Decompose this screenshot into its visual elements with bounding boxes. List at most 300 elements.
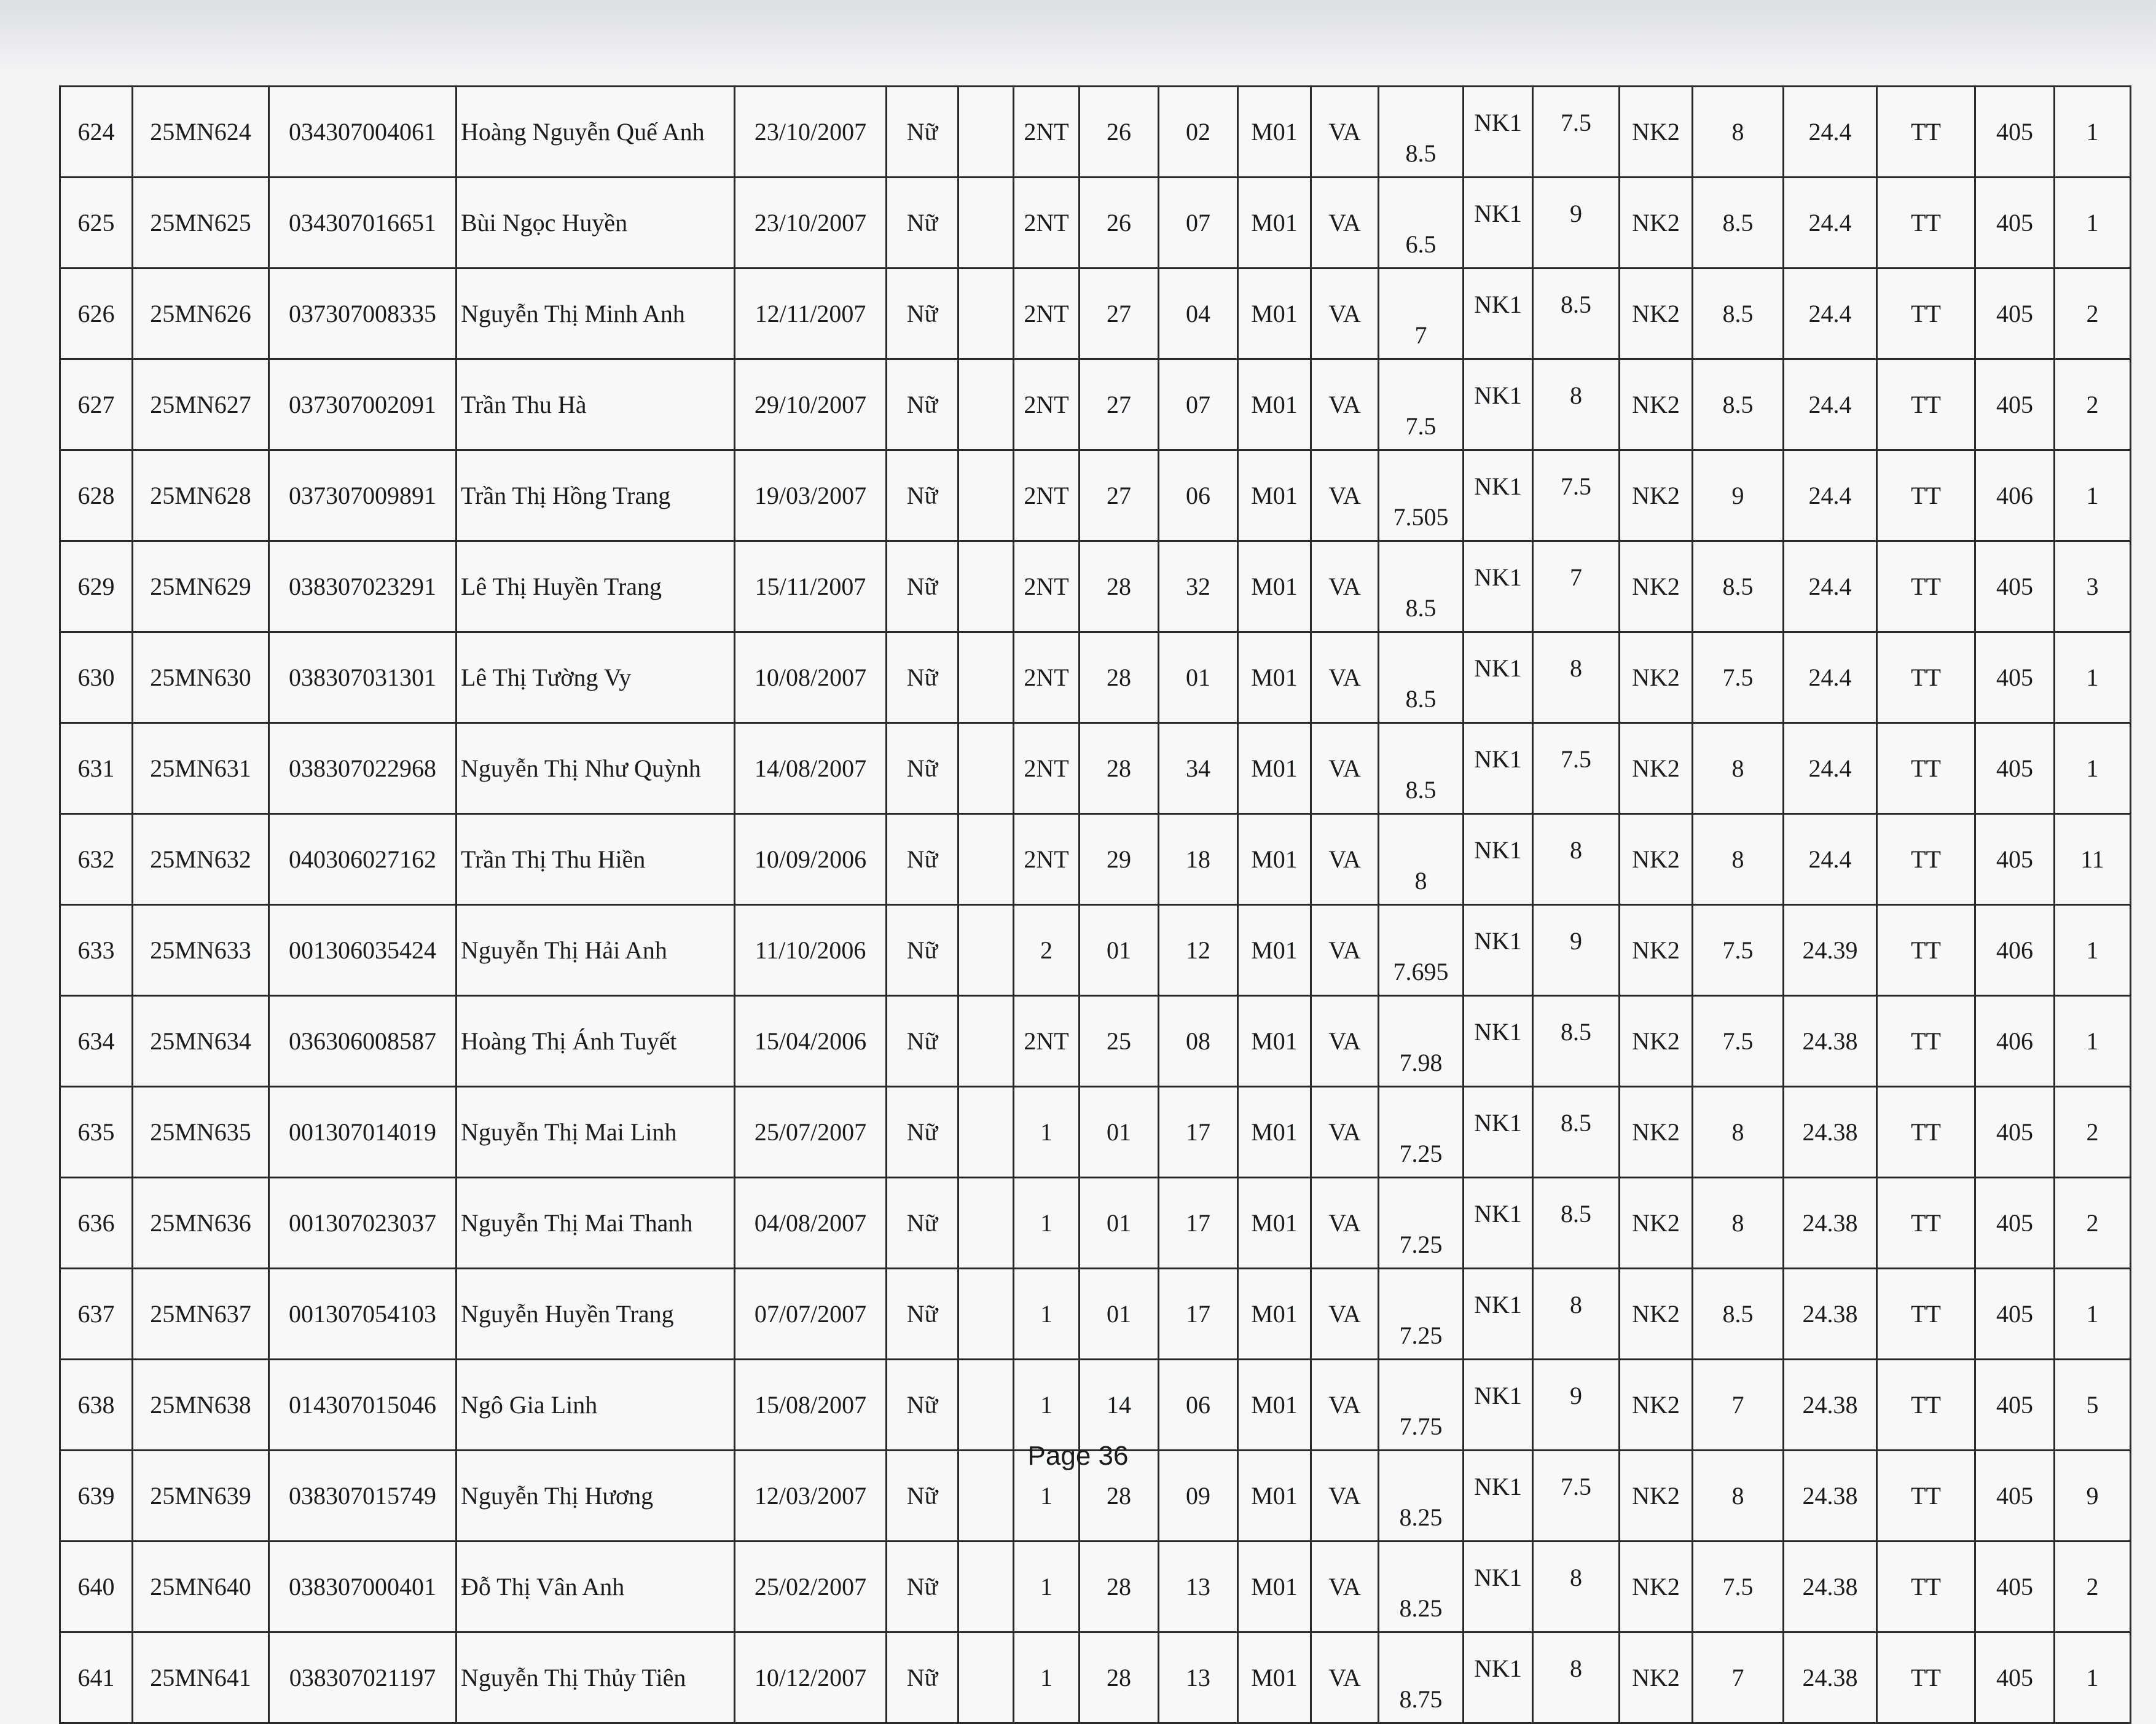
- nk1-score-cell: 8.5: [1533, 268, 1620, 359]
- wish-order-cell: 2: [2055, 268, 2131, 359]
- nk1-score-cell: 9: [1533, 905, 1620, 996]
- major-code-cell: 405: [1975, 1087, 2055, 1178]
- priority-area-cell: 1: [1014, 1632, 1080, 1723]
- total-score-cell: 24.38: [1784, 1632, 1877, 1723]
- blank-cell: [958, 1178, 1014, 1269]
- registration-code-cell: 25MN635: [133, 1087, 269, 1178]
- school-code-cell: 06: [1159, 450, 1238, 541]
- citizen-id-cell: 037307009891: [269, 450, 457, 541]
- blank-cell: [958, 632, 1014, 723]
- birth-date-cell: 14/08/2007: [735, 723, 887, 814]
- table-row: [60, 905, 2131, 996]
- citizen-id-cell: 034307016651: [269, 178, 457, 268]
- nk1-label-cell: NK1: [1464, 1269, 1533, 1360]
- school-code-cell: 32: [1159, 541, 1238, 632]
- major-code-cell: 405: [1975, 178, 2055, 268]
- nk2-score-cell: 8: [1693, 1178, 1784, 1269]
- blank-cell: [958, 1087, 1014, 1178]
- total-score-cell: 24.4: [1784, 632, 1877, 723]
- subject-cell: VA: [1311, 359, 1379, 450]
- wish-order-cell: 11: [2055, 814, 2131, 905]
- subject-cell: VA: [1311, 1178, 1379, 1269]
- citizen-id-cell: 001306035424: [269, 905, 457, 996]
- school-code-cell: 17: [1159, 1269, 1238, 1360]
- registration-code-cell: 25MN637: [133, 1269, 269, 1360]
- registration-code-cell: 25MN629: [133, 541, 269, 632]
- stt-cell: 637: [60, 1269, 133, 1360]
- nk2-score-cell: 7.5: [1693, 632, 1784, 723]
- subject-cell: VA: [1311, 814, 1379, 905]
- subject-cell: VA: [1311, 268, 1379, 359]
- total-score-cell: 24.4: [1784, 359, 1877, 450]
- full-name-cell: Trần Thu Hà: [457, 359, 735, 450]
- nk2-score-cell: 8.5: [1693, 178, 1784, 268]
- blank-cell: [958, 996, 1014, 1087]
- priority-area-cell: 2NT: [1014, 723, 1080, 814]
- subject-score-cell: 7.25: [1379, 1269, 1464, 1360]
- major-code-cell: 405: [1975, 359, 2055, 450]
- subject-cell: VA: [1311, 1542, 1379, 1632]
- major-code-cell: 405: [1975, 1451, 2055, 1542]
- status-cell: TT: [1877, 996, 1975, 1087]
- province-code-cell: 26: [1080, 178, 1159, 268]
- nk1-label-cell: NK1: [1464, 541, 1533, 632]
- wish-order-cell: 1: [2055, 632, 2131, 723]
- subject-cell: VA: [1311, 1451, 1379, 1542]
- school-code-cell: 34: [1159, 723, 1238, 814]
- province-code-cell: 28: [1080, 1542, 1159, 1632]
- combination-code-cell: M01: [1238, 1632, 1311, 1723]
- nk2-score-cell: 8: [1693, 723, 1784, 814]
- gender-cell: Nữ: [887, 1087, 958, 1178]
- status-cell: TT: [1877, 723, 1975, 814]
- gender-cell: Nữ: [887, 268, 958, 359]
- status-cell: TT: [1877, 814, 1975, 905]
- citizen-id-cell: 038307022968: [269, 723, 457, 814]
- subject-cell: VA: [1311, 541, 1379, 632]
- nk2-label-cell: NK2: [1620, 359, 1693, 450]
- major-code-cell: 405: [1975, 723, 2055, 814]
- wish-order-cell: 1: [2055, 1269, 2131, 1360]
- wish-order-cell: 2: [2055, 1542, 2131, 1632]
- stt-cell: 629: [60, 541, 133, 632]
- birth-date-cell: 04/08/2007: [735, 1178, 887, 1269]
- nk2-label-cell: NK2: [1620, 996, 1693, 1087]
- nk1-label-cell: NK1: [1464, 1178, 1533, 1269]
- school-code-cell: 06: [1159, 1360, 1238, 1451]
- status-cell: TT: [1877, 87, 1975, 178]
- registration-code-cell: 25MN639: [133, 1451, 269, 1542]
- full-name-cell: Nguyễn Thị Thủy Tiên: [457, 1632, 735, 1723]
- priority-area-cell: 2NT: [1014, 541, 1080, 632]
- registration-code-cell: 25MN625: [133, 178, 269, 268]
- gender-cell: Nữ: [887, 87, 958, 178]
- school-code-cell: 07: [1159, 178, 1238, 268]
- registration-code-cell: 25MN631: [133, 723, 269, 814]
- table-row: [60, 541, 2131, 632]
- province-code-cell: 29: [1080, 814, 1159, 905]
- blank-cell: [958, 87, 1014, 178]
- nk1-score-cell: 8: [1533, 1632, 1620, 1723]
- citizen-id-cell: 037307008335: [269, 268, 457, 359]
- total-score-cell: 24.38: [1784, 1269, 1877, 1360]
- table-row: [60, 359, 2131, 450]
- nk2-score-cell: 8: [1693, 814, 1784, 905]
- nk1-score-cell: 9: [1533, 1360, 1620, 1451]
- school-code-cell: 01: [1159, 632, 1238, 723]
- nk1-label-cell: NK1: [1464, 1087, 1533, 1178]
- province-code-cell: 28: [1080, 723, 1159, 814]
- total-score-cell: 24.4: [1784, 450, 1877, 541]
- province-code-cell: 01: [1080, 1087, 1159, 1178]
- province-code-cell: 27: [1080, 359, 1159, 450]
- blank-cell: [958, 541, 1014, 632]
- status-cell: TT: [1877, 905, 1975, 996]
- nk2-label-cell: NK2: [1620, 723, 1693, 814]
- status-cell: TT: [1877, 268, 1975, 359]
- subject-score-cell: 8.5: [1379, 87, 1464, 178]
- registration-code-cell: 25MN641: [133, 1632, 269, 1723]
- subject-score-cell: 8.5: [1379, 723, 1464, 814]
- stt-cell: 626: [60, 268, 133, 359]
- full-name-cell: Nguyễn Thị Mai Thanh: [457, 1178, 735, 1269]
- subject-score-cell: 8: [1379, 814, 1464, 905]
- table-row: [60, 632, 2131, 723]
- priority-area-cell: 1: [1014, 1451, 1080, 1542]
- nk2-score-cell: 8.5: [1693, 541, 1784, 632]
- candidate-table: [59, 85, 2131, 1724]
- citizen-id-cell: 034307004061: [269, 87, 457, 178]
- stt-cell: 632: [60, 814, 133, 905]
- major-code-cell: 405: [1975, 1542, 2055, 1632]
- table-row: [60, 1542, 2131, 1632]
- nk1-label-cell: NK1: [1464, 996, 1533, 1087]
- wish-order-cell: 1: [2055, 1632, 2131, 1723]
- full-name-cell: Nguyễn Thị Hải Anh: [457, 905, 735, 996]
- subject-cell: VA: [1311, 450, 1379, 541]
- table-row: [60, 1360, 2131, 1451]
- citizen-id-cell: 001307023037: [269, 1178, 457, 1269]
- nk2-score-cell: 8: [1693, 1451, 1784, 1542]
- school-code-cell: 07: [1159, 359, 1238, 450]
- combination-code-cell: M01: [1238, 87, 1311, 178]
- birth-date-cell: 15/04/2006: [735, 996, 887, 1087]
- full-name-cell: Nguyễn Thị Minh Anh: [457, 268, 735, 359]
- nk2-label-cell: NK2: [1620, 1087, 1693, 1178]
- nk2-label-cell: NK2: [1620, 1269, 1693, 1360]
- province-code-cell: 01: [1080, 1269, 1159, 1360]
- province-code-cell: 28: [1080, 1451, 1159, 1542]
- status-cell: TT: [1877, 1178, 1975, 1269]
- wish-order-cell: 1: [2055, 723, 2131, 814]
- gender-cell: Nữ: [887, 450, 958, 541]
- total-score-cell: 24.4: [1784, 178, 1877, 268]
- priority-area-cell: 1: [1014, 1178, 1080, 1269]
- birth-date-cell: 10/12/2007: [735, 1632, 887, 1723]
- school-code-cell: 13: [1159, 1542, 1238, 1632]
- major-code-cell: 406: [1975, 996, 2055, 1087]
- nk1-label-cell: NK1: [1464, 1542, 1533, 1632]
- full-name-cell: Nguyễn Huyền Trang: [457, 1269, 735, 1360]
- nk1-label-cell: NK1: [1464, 1632, 1533, 1723]
- full-name-cell: Lê Thị Tường Vy: [457, 632, 735, 723]
- wish-order-cell: 9: [2055, 1451, 2131, 1542]
- registration-code-cell: 25MN627: [133, 359, 269, 450]
- gender-cell: Nữ: [887, 359, 958, 450]
- table-row: [60, 814, 2131, 905]
- nk1-score-cell: 9: [1533, 178, 1620, 268]
- gender-cell: Nữ: [887, 1269, 958, 1360]
- subject-cell: VA: [1311, 632, 1379, 723]
- nk1-label-cell: NK1: [1464, 814, 1533, 905]
- nk1-score-cell: 7: [1533, 541, 1620, 632]
- blank-cell: [958, 268, 1014, 359]
- stt-cell: 640: [60, 1542, 133, 1632]
- table-row: [60, 450, 2131, 541]
- subject-cell: VA: [1311, 905, 1379, 996]
- registration-code-cell: 25MN626: [133, 268, 269, 359]
- subject-cell: VA: [1311, 1087, 1379, 1178]
- nk2-label-cell: NK2: [1620, 450, 1693, 541]
- citizen-id-cell: 038307023291: [269, 541, 457, 632]
- birth-date-cell: 25/02/2007: [735, 1542, 887, 1632]
- stt-cell: 641: [60, 1632, 133, 1723]
- citizen-id-cell: 038307015749: [269, 1451, 457, 1542]
- school-code-cell: 17: [1159, 1178, 1238, 1269]
- blank-cell: [958, 1632, 1014, 1723]
- province-code-cell: 28: [1080, 541, 1159, 632]
- priority-area-cell: 1: [1014, 1360, 1080, 1451]
- registration-code-cell: 25MN632: [133, 814, 269, 905]
- gender-cell: Nữ: [887, 1178, 958, 1269]
- table-row: [60, 996, 2131, 1087]
- school-code-cell: 09: [1159, 1451, 1238, 1542]
- subject-cell: VA: [1311, 1269, 1379, 1360]
- table-row: [60, 1087, 2131, 1178]
- wish-order-cell: 5: [2055, 1360, 2131, 1451]
- gender-cell: Nữ: [887, 1451, 958, 1542]
- candidate-table-body: [60, 87, 2131, 1723]
- combination-code-cell: M01: [1238, 1542, 1311, 1632]
- full-name-cell: Hoàng Thị Ánh Tuyết: [457, 996, 735, 1087]
- status-cell: TT: [1877, 1632, 1975, 1723]
- birth-date-cell: 12/03/2007: [735, 1451, 887, 1542]
- total-score-cell: 24.38: [1784, 1087, 1877, 1178]
- nk1-label-cell: NK1: [1464, 632, 1533, 723]
- major-code-cell: 405: [1975, 814, 2055, 905]
- school-code-cell: 02: [1159, 87, 1238, 178]
- registration-code-cell: 25MN638: [133, 1360, 269, 1451]
- subject-score-cell: 7: [1379, 268, 1464, 359]
- priority-area-cell: 2NT: [1014, 450, 1080, 541]
- citizen-id-cell: 040306027162: [269, 814, 457, 905]
- stt-cell: 627: [60, 359, 133, 450]
- status-cell: TT: [1877, 632, 1975, 723]
- citizen-id-cell: 014307015046: [269, 1360, 457, 1451]
- nk2-label-cell: NK2: [1620, 178, 1693, 268]
- combination-code-cell: M01: [1238, 1360, 1311, 1451]
- blank-cell: [958, 450, 1014, 541]
- full-name-cell: Nguyễn Thị Mai Linh: [457, 1087, 735, 1178]
- total-score-cell: 24.4: [1784, 87, 1877, 178]
- blank-cell: [958, 814, 1014, 905]
- birth-date-cell: 29/10/2007: [735, 359, 887, 450]
- nk2-score-cell: 9: [1693, 450, 1784, 541]
- total-score-cell: 24.38: [1784, 1360, 1877, 1451]
- major-code-cell: 405: [1975, 632, 2055, 723]
- combination-code-cell: M01: [1238, 723, 1311, 814]
- major-code-cell: 406: [1975, 450, 2055, 541]
- wish-order-cell: 1: [2055, 996, 2131, 1087]
- province-code-cell: 14: [1080, 1360, 1159, 1451]
- gender-cell: Nữ: [887, 1632, 958, 1723]
- nk1-label-cell: NK1: [1464, 450, 1533, 541]
- citizen-id-cell: 037307002091: [269, 359, 457, 450]
- nk1-score-cell: 7.5: [1533, 87, 1620, 178]
- registration-code-cell: 25MN634: [133, 996, 269, 1087]
- total-score-cell: 24.4: [1784, 814, 1877, 905]
- stt-cell: 639: [60, 1451, 133, 1542]
- stt-cell: 636: [60, 1178, 133, 1269]
- gender-cell: Nữ: [887, 632, 958, 723]
- total-score-cell: 24.4: [1784, 723, 1877, 814]
- priority-area-cell: 2: [1014, 905, 1080, 996]
- nk2-label-cell: NK2: [1620, 1178, 1693, 1269]
- province-code-cell: 01: [1080, 905, 1159, 996]
- province-code-cell: 27: [1080, 268, 1159, 359]
- total-score-cell: 24.4: [1784, 541, 1877, 632]
- birth-date-cell: 15/08/2007: [735, 1360, 887, 1451]
- table-row: [60, 178, 2131, 268]
- nk1-score-cell: 8: [1533, 1542, 1620, 1632]
- major-code-cell: 405: [1975, 268, 2055, 359]
- status-cell: TT: [1877, 541, 1975, 632]
- combination-code-cell: M01: [1238, 178, 1311, 268]
- gender-cell: Nữ: [887, 1542, 958, 1632]
- priority-area-cell: 1: [1014, 1542, 1080, 1632]
- major-code-cell: 405: [1975, 541, 2055, 632]
- birth-date-cell: 23/10/2007: [735, 87, 887, 178]
- combination-code-cell: M01: [1238, 996, 1311, 1087]
- priority-area-cell: 1: [1014, 1087, 1080, 1178]
- school-code-cell: 12: [1159, 905, 1238, 996]
- gender-cell: Nữ: [887, 178, 958, 268]
- subject-score-cell: 7.505: [1379, 450, 1464, 541]
- birth-date-cell: 19/03/2007: [735, 450, 887, 541]
- nk1-score-cell: 8.5: [1533, 1178, 1620, 1269]
- wish-order-cell: 2: [2055, 1087, 2131, 1178]
- stt-cell: 633: [60, 905, 133, 996]
- wish-order-cell: 2: [2055, 359, 2131, 450]
- registration-code-cell: 25MN636: [133, 1178, 269, 1269]
- subject-score-cell: 7.5: [1379, 359, 1464, 450]
- scan-edge-shadow: [0, 0, 2156, 74]
- nk2-score-cell: 8.5: [1693, 359, 1784, 450]
- major-code-cell: 405: [1975, 1632, 2055, 1723]
- subject-cell: VA: [1311, 87, 1379, 178]
- province-code-cell: 28: [1080, 632, 1159, 723]
- subject-cell: VA: [1311, 996, 1379, 1087]
- nk1-score-cell: 8: [1533, 359, 1620, 450]
- province-code-cell: 26: [1080, 87, 1159, 178]
- registration-code-cell: 25MN640: [133, 1542, 269, 1632]
- nk1-score-cell: 7.5: [1533, 450, 1620, 541]
- nk2-label-cell: NK2: [1620, 541, 1693, 632]
- wish-order-cell: 3: [2055, 541, 2131, 632]
- school-code-cell: 08: [1159, 996, 1238, 1087]
- blank-cell: [958, 178, 1014, 268]
- subject-score-cell: 6.5: [1379, 178, 1464, 268]
- stt-cell: 638: [60, 1360, 133, 1451]
- nk2-score-cell: 7: [1693, 1632, 1784, 1723]
- gender-cell: Nữ: [887, 1360, 958, 1451]
- blank-cell: [958, 1542, 1014, 1632]
- nk1-label-cell: NK1: [1464, 178, 1533, 268]
- table-row: [60, 1178, 2131, 1269]
- registration-code-cell: 25MN630: [133, 632, 269, 723]
- blank-cell: [958, 723, 1014, 814]
- subject-score-cell: 8.5: [1379, 541, 1464, 632]
- priority-area-cell: 2NT: [1014, 632, 1080, 723]
- subject-cell: VA: [1311, 178, 1379, 268]
- nk1-label-cell: NK1: [1464, 1451, 1533, 1542]
- birth-date-cell: 10/09/2006: [735, 814, 887, 905]
- nk2-label-cell: NK2: [1620, 1360, 1693, 1451]
- birth-date-cell: 07/07/2007: [735, 1269, 887, 1360]
- combination-code-cell: M01: [1238, 541, 1311, 632]
- nk1-score-cell: 7.5: [1533, 723, 1620, 814]
- combination-code-cell: M01: [1238, 450, 1311, 541]
- school-code-cell: 04: [1159, 268, 1238, 359]
- priority-area-cell: 2NT: [1014, 814, 1080, 905]
- combination-code-cell: M01: [1238, 268, 1311, 359]
- combination-code-cell: M01: [1238, 632, 1311, 723]
- status-cell: TT: [1877, 1269, 1975, 1360]
- total-score-cell: 24.38: [1784, 996, 1877, 1087]
- school-code-cell: 18: [1159, 814, 1238, 905]
- gender-cell: Nữ: [887, 814, 958, 905]
- citizen-id-cell: 038307000401: [269, 1542, 457, 1632]
- nk2-score-cell: 7.5: [1693, 905, 1784, 996]
- status-cell: TT: [1877, 359, 1975, 450]
- nk1-label-cell: NK1: [1464, 359, 1533, 450]
- full-name-cell: Ngô Gia Linh: [457, 1360, 735, 1451]
- table-row: [60, 1632, 2131, 1723]
- stt-cell: 631: [60, 723, 133, 814]
- major-code-cell: 405: [1975, 87, 2055, 178]
- birth-date-cell: 12/11/2007: [735, 268, 887, 359]
- subject-cell: VA: [1311, 1360, 1379, 1451]
- gender-cell: Nữ: [887, 905, 958, 996]
- major-code-cell: 405: [1975, 1269, 2055, 1360]
- priority-area-cell: 2NT: [1014, 359, 1080, 450]
- full-name-cell: Đỗ Thị Vân Anh: [457, 1542, 735, 1632]
- nk2-label-cell: NK2: [1620, 268, 1693, 359]
- status-cell: TT: [1877, 1360, 1975, 1451]
- subject-score-cell: 7.25: [1379, 1087, 1464, 1178]
- subject-score-cell: 8.25: [1379, 1542, 1464, 1632]
- blank-cell: [958, 905, 1014, 996]
- nk2-label-cell: NK2: [1620, 1542, 1693, 1632]
- subject-score-cell: 7.75: [1379, 1360, 1464, 1451]
- subject-score-cell: 7.695: [1379, 905, 1464, 996]
- major-code-cell: 406: [1975, 905, 2055, 996]
- status-cell: TT: [1877, 1087, 1975, 1178]
- full-name-cell: Nguyễn Thị Hương: [457, 1451, 735, 1542]
- nk1-score-cell: 7.5: [1533, 1451, 1620, 1542]
- blank-cell: [958, 1269, 1014, 1360]
- status-cell: TT: [1877, 1451, 1975, 1542]
